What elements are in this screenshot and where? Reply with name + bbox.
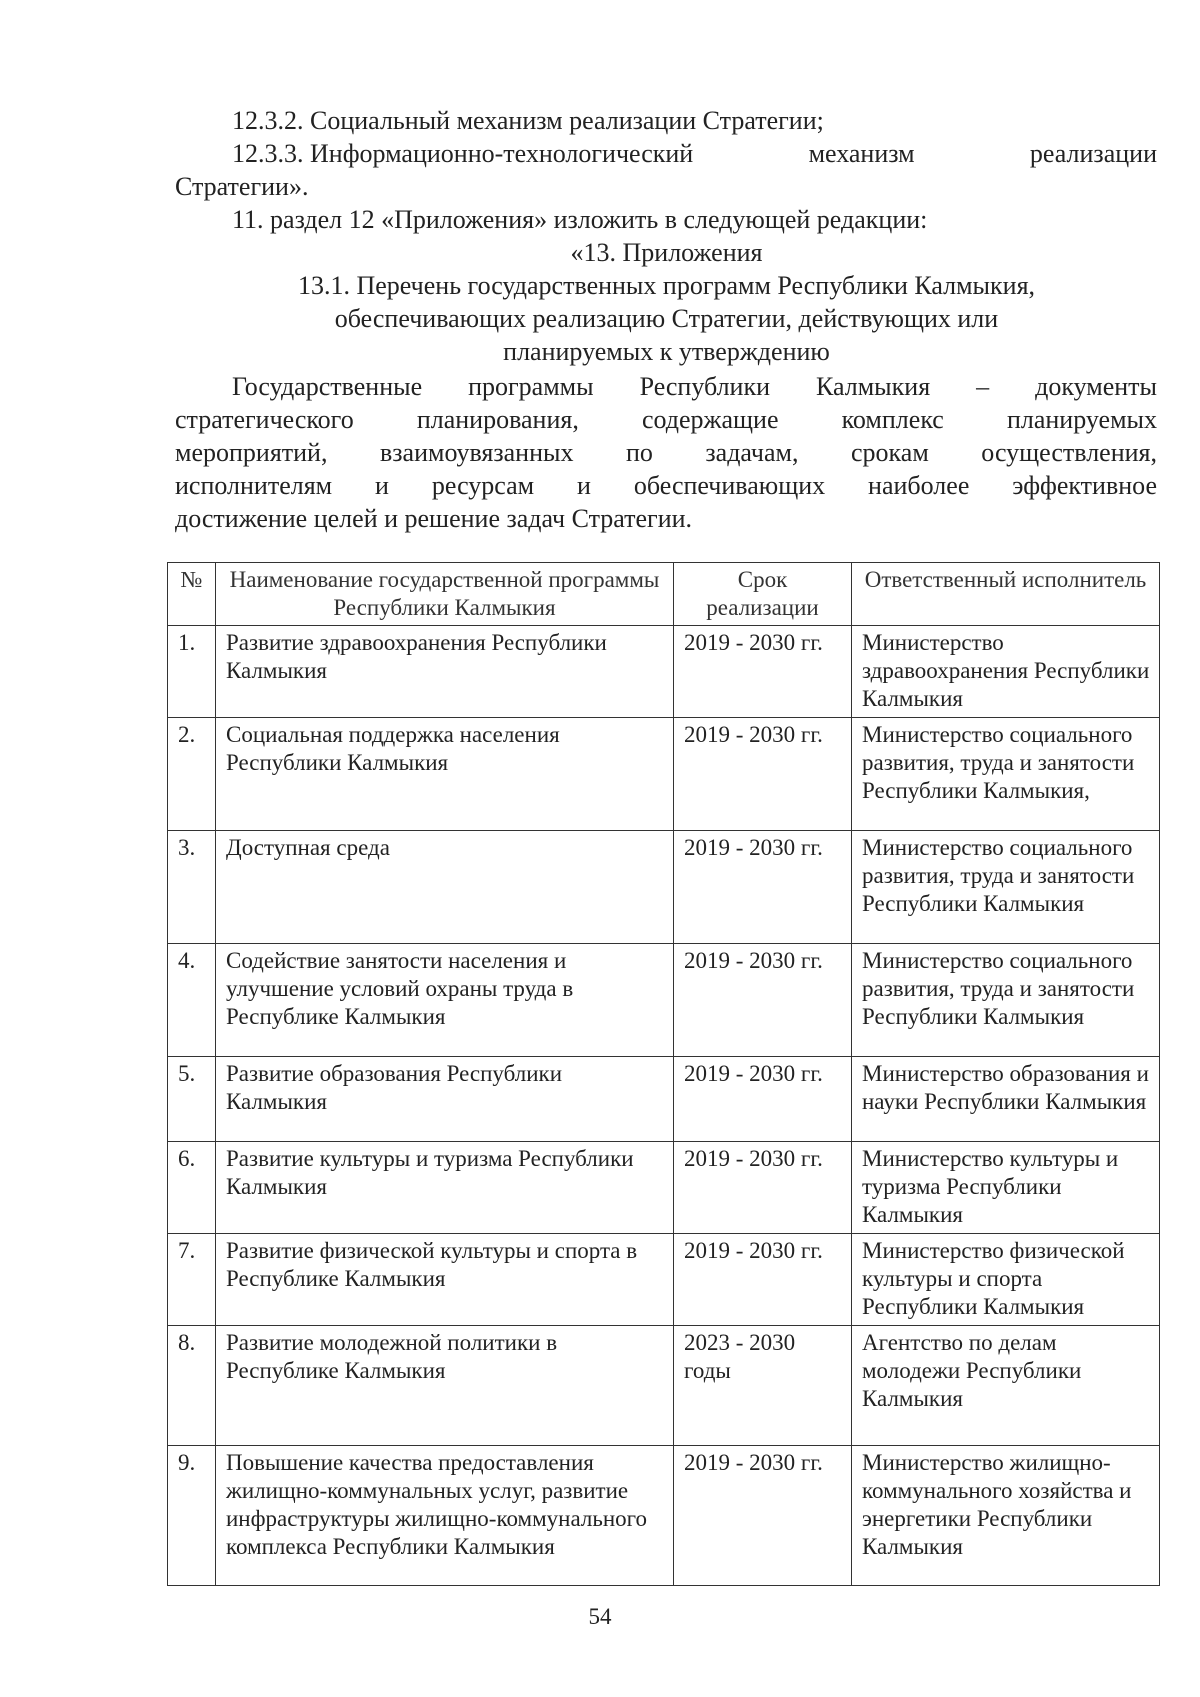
row-executor: Министерство социального развития, труда и занятости Республики Калмыкия, — [852, 718, 1160, 831]
table-row — [168, 1142, 1160, 1234]
paragraph-line-4: исполнителям и ресурсам и обеспечивающих наиболее эффективное — [175, 471, 1157, 500]
section-13-title: «13. Приложения — [570, 238, 763, 267]
row-term: 2019 - 2030 гг. — [674, 1142, 852, 1234]
table-row — [168, 944, 1160, 1057]
row-term: 2019 - 2030 гг. — [674, 831, 852, 944]
row-executor: Министерство здравоохранения Республики Калмыкия — [852, 626, 1160, 718]
row-number: 6. — [168, 1142, 216, 1234]
row-executor: Агентство по делам молодежи Республики Калмыкия — [852, 1326, 1160, 1446]
paragraph-line-1: Государственные программы Республики Калмыкия – документы — [232, 372, 1157, 401]
paragraph-line-5: достижение целей и решение задач Стратегии. — [175, 504, 693, 533]
row-number: 2. — [168, 718, 216, 831]
item-12-3-2: 12.3.2. Социальный механизм реализации Стратегии; — [232, 106, 824, 135]
row-executor: Министерство культуры и туризма Республики Калмыкия — [852, 1142, 1160, 1234]
row-number: 3. — [168, 831, 216, 944]
row-number: 9. — [168, 1446, 216, 1586]
table-row — [168, 1234, 1160, 1326]
item-11: 11. раздел 12 «Приложения» изложить в следующей редакции: — [232, 205, 928, 234]
heading-13-1-line3: планируемых к утверждению — [503, 337, 830, 366]
row-executor: Министерство социального развития, труда и занятости Республики Калмыкия — [852, 944, 1160, 1057]
header-program-name: Наименование государственной программы Республики Калмыкия — [216, 563, 674, 626]
row-program-name: Развитие физической культуры и спорта в Республике Калмыкия — [216, 1234, 674, 1326]
header-term: Срок реализации — [674, 563, 852, 626]
paragraph-line-3: мероприятий, взаимоувязанных по задачам, срокам осуществления, — [175, 438, 1157, 467]
item-12-3-3-part3: реализации — [1029, 139, 1157, 168]
row-number: 4. — [168, 944, 216, 1057]
item-12-3-3-part1: 12.3.3. Информационно-технологический — [232, 139, 694, 168]
row-program-name: Развитие молодежной политики в Республике Калмыкия — [216, 1326, 674, 1446]
row-term: 2023 - 2030 годы — [674, 1326, 852, 1446]
row-term: 2019 - 2030 гг. — [674, 1057, 852, 1142]
row-executor: Министерство жилищно-коммунального хозяйства и энергетики Республики Калмыкия — [852, 1446, 1160, 1586]
row-number: 8. — [168, 1326, 216, 1446]
table-row — [168, 626, 1160, 718]
row-term: 2019 - 2030 гг. — [674, 944, 852, 1057]
row-term: 2019 - 2030 гг. — [674, 1234, 852, 1326]
row-number: 5. — [168, 1057, 216, 1142]
row-term: 2019 - 2030 гг. — [674, 1446, 852, 1586]
item-12-3-3-continuation: Стратегии». — [175, 172, 309, 201]
header-executor: Ответственный исполнитель — [852, 563, 1160, 626]
row-term: 2019 - 2030 гг. — [674, 718, 852, 831]
row-program-name: Развитие культуры и туризма Республики Калмыкия — [216, 1142, 674, 1234]
paragraph-line-2: стратегического планирования, содержащие комплекс планируемых — [175, 405, 1157, 434]
row-executor: Министерство физической культуры и спорта Республики Калмыкия — [852, 1234, 1160, 1326]
header-number: № — [168, 563, 216, 626]
table-header-row — [168, 563, 1160, 626]
heading-13-1-line1: 13.1. Перечень государственных программ Республики Калмыкия, — [297, 271, 1036, 300]
row-program-name: Доступная среда — [216, 831, 674, 944]
row-number: 7. — [168, 1234, 216, 1326]
table-row — [168, 831, 1160, 944]
item-12-3-3-part2: механизм — [808, 139, 915, 168]
row-program-name: Социальная поддержка населения Республики Калмыкия — [216, 718, 674, 831]
table-row — [168, 1326, 1160, 1446]
table-row — [168, 1446, 1160, 1586]
programs-table — [167, 562, 1160, 1586]
row-program-name: Развитие здравоохранения Республики Калмыкия — [216, 626, 674, 718]
row-number: 1. — [168, 626, 216, 718]
row-program-name: Развитие образования Республики Калмыкия — [216, 1057, 674, 1142]
table-row — [168, 1057, 1160, 1142]
row-term: 2019 - 2030 гг. — [674, 626, 852, 718]
item-12-3-3 — [232, 137, 1157, 170]
table-row — [168, 718, 1160, 831]
row-program-name: Содействие занятости населения и улучшение условий охраны труда в Республике Калмыкия — [216, 944, 674, 1057]
row-program-name: Повышение качества предоставления жилищно-коммунальных услуг, развитие инфраструктуры жилищно-коммунального комплекса Республики Калмыкия — [216, 1446, 674, 1586]
heading-13-1-line2: обеспечивающих реализацию Стратегии, действующих или — [334, 304, 999, 333]
page-number: 54 — [588, 1604, 612, 1629]
row-executor: Министерство социального развития, труда и занятости Республики Калмыкия — [852, 831, 1160, 944]
row-executor: Министерство образования и науки Республики Калмыкия — [852, 1057, 1160, 1142]
